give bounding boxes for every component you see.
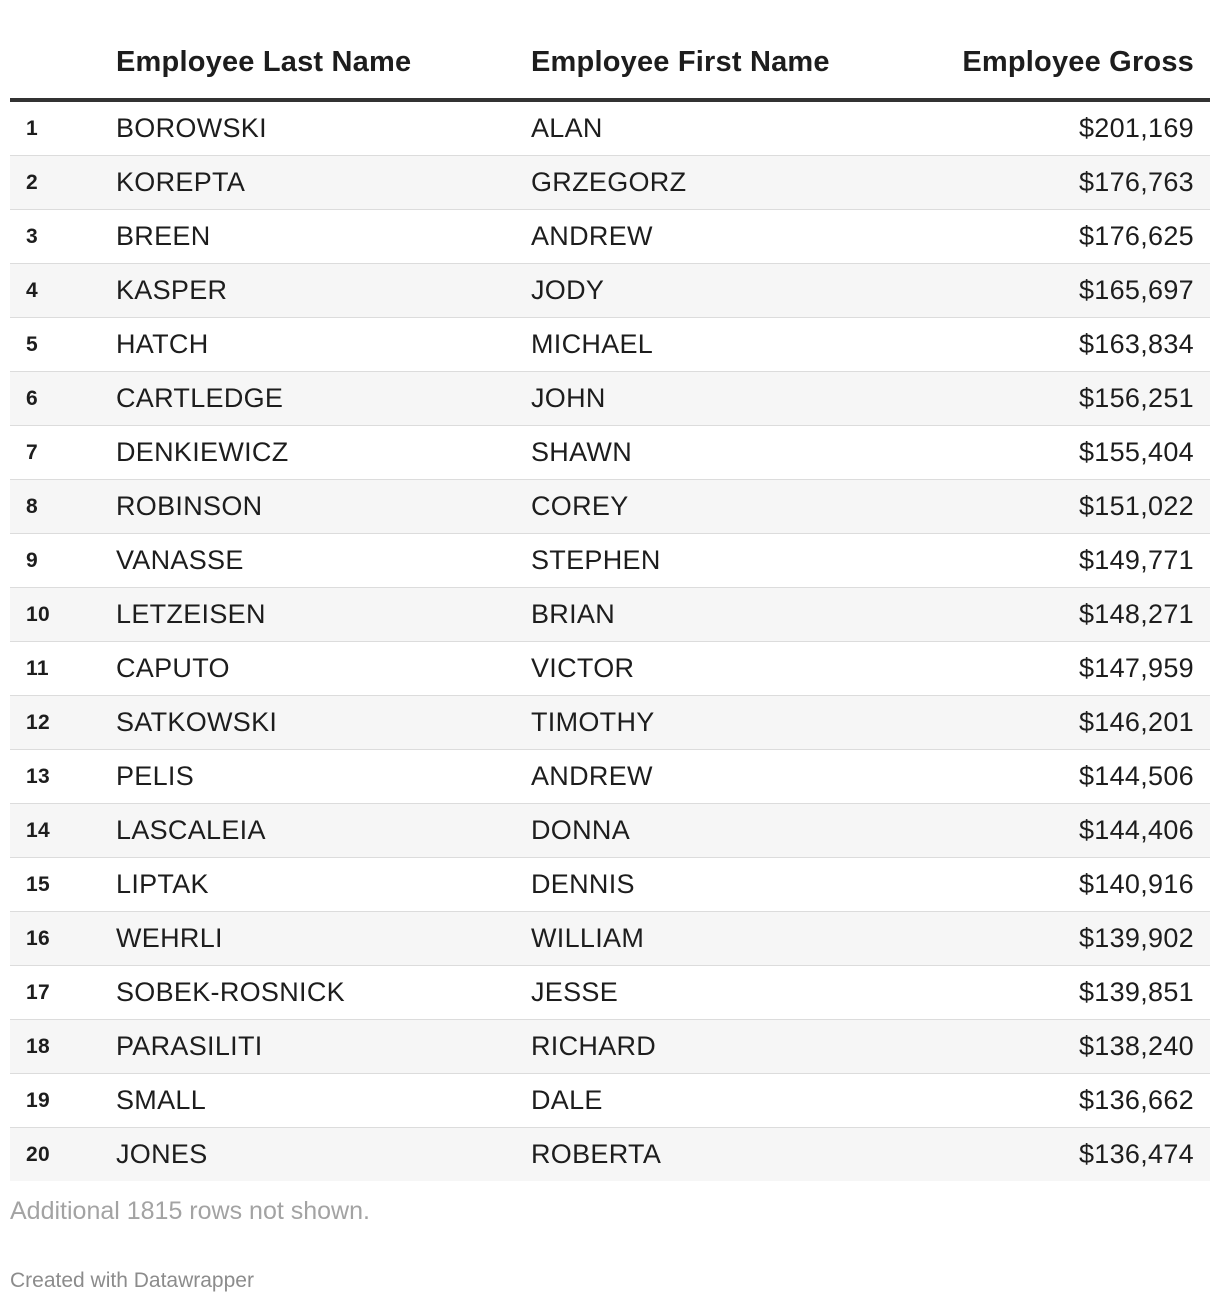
gross-cell: $155,404	[946, 426, 1210, 480]
table-row	[10, 1020, 1210, 1074]
rank-cell: 10	[10, 588, 116, 642]
table-row	[10, 750, 1210, 804]
header-employee-gross: Employee Gross	[946, 26, 1210, 100]
last-name-cell: CAPUTO	[116, 642, 531, 696]
rank-cell: 12	[10, 696, 116, 750]
gross-cell: $176,625	[946, 210, 1210, 264]
first-name-cell: JESSE	[531, 966, 946, 1020]
first-name-cell: STEPHEN	[531, 534, 946, 588]
rank-cell: 6	[10, 372, 116, 426]
gross-cell: $140,916	[946, 858, 1210, 912]
last-name-cell: KOREPTA	[116, 156, 531, 210]
gross-cell: $151,022	[946, 480, 1210, 534]
first-name-cell: DALE	[531, 1074, 946, 1128]
last-name-cell: BOROWSKI	[116, 100, 531, 156]
rank-cell: 9	[10, 534, 116, 588]
first-name-cell: DENNIS	[531, 858, 946, 912]
gross-cell: $139,902	[946, 912, 1210, 966]
datawrapper-credit: Created with Datawrapper	[10, 1269, 254, 1292]
rank-cell: 17	[10, 966, 116, 1020]
gross-cell: $156,251	[946, 372, 1210, 426]
first-name-cell: ANDREW	[531, 750, 946, 804]
table-row	[10, 966, 1210, 1020]
header-first-name: Employee First Name	[531, 26, 946, 100]
table-row	[10, 642, 1210, 696]
gross-cell: $144,506	[946, 750, 1210, 804]
gross-cell: $176,763	[946, 156, 1210, 210]
last-name-cell: SMALL	[116, 1074, 531, 1128]
last-name-cell: PARASILITI	[116, 1020, 531, 1074]
rank-cell: 16	[10, 912, 116, 966]
rank-cell: 7	[10, 426, 116, 480]
first-name-cell: GRZEGORZ	[531, 156, 946, 210]
rank-cell: 5	[10, 318, 116, 372]
table-row	[10, 100, 1210, 156]
last-name-cell: KASPER	[116, 264, 531, 318]
last-name-cell: SOBEK-ROSNICK	[116, 966, 531, 1020]
first-name-cell: ALAN	[531, 100, 946, 156]
rank-cell: 11	[10, 642, 116, 696]
table-row	[10, 534, 1210, 588]
first-name-cell: BRIAN	[531, 588, 946, 642]
first-name-cell: JOHN	[531, 372, 946, 426]
first-name-cell: MICHAEL	[531, 318, 946, 372]
gross-cell: $148,271	[946, 588, 1210, 642]
table-header	[10, 26, 1210, 100]
last-name-cell: BREEN	[116, 210, 531, 264]
gross-cell: $163,834	[946, 318, 1210, 372]
first-name-cell: ROBERTA	[531, 1128, 946, 1182]
first-name-cell: WILLIAM	[531, 912, 946, 966]
first-name-cell: COREY	[531, 480, 946, 534]
table-row	[10, 318, 1210, 372]
header-last-name: Employee Last Name	[116, 26, 531, 100]
table-row	[10, 588, 1210, 642]
gross-cell: $201,169	[946, 100, 1210, 156]
last-name-cell: CARTLEDGE	[116, 372, 531, 426]
last-name-cell: HATCH	[116, 318, 531, 372]
gross-cell: $136,662	[946, 1074, 1210, 1128]
gross-cell: $138,240	[946, 1020, 1210, 1074]
gross-cell: $139,851	[946, 966, 1210, 1020]
rank-cell: 13	[10, 750, 116, 804]
last-name-cell: ROBINSON	[116, 480, 531, 534]
rank-cell: 18	[10, 1020, 116, 1074]
salary-table	[10, 26, 1210, 1181]
first-name-cell: VICTOR	[531, 642, 946, 696]
rank-cell: 1	[10, 100, 116, 156]
first-name-cell: DONNA	[531, 804, 946, 858]
gross-cell: $149,771	[946, 534, 1210, 588]
gross-cell: $146,201	[946, 696, 1210, 750]
rank-cell: 2	[10, 156, 116, 210]
last-name-cell: LASCALEIA	[116, 804, 531, 858]
table-row	[10, 912, 1210, 966]
gross-cell: $136,474	[946, 1128, 1210, 1182]
table-notes: Additional 1815 rows not shown.	[10, 1197, 370, 1225]
rank-cell: 15	[10, 858, 116, 912]
rank-cell: 4	[10, 264, 116, 318]
first-name-cell: TIMOTHY	[531, 696, 946, 750]
table-row	[10, 372, 1210, 426]
table-row	[10, 480, 1210, 534]
last-name-cell: JONES	[116, 1128, 531, 1182]
gross-cell: $147,959	[946, 642, 1210, 696]
first-name-cell: RICHARD	[531, 1020, 946, 1074]
header-row	[10, 26, 1210, 100]
rank-cell: 20	[10, 1128, 116, 1182]
last-name-cell: PELIS	[116, 750, 531, 804]
last-name-cell: SATKOWSKI	[116, 696, 531, 750]
rank-cell: 19	[10, 1074, 116, 1128]
table-row	[10, 696, 1210, 750]
last-name-cell: VANASSE	[116, 534, 531, 588]
table-row	[10, 804, 1210, 858]
salary-table-container	[10, 26, 1210, 1181]
table-row	[10, 858, 1210, 912]
last-name-cell: LIPTAK	[116, 858, 531, 912]
first-name-cell: JODY	[531, 264, 946, 318]
table-row	[10, 210, 1210, 264]
table-row	[10, 264, 1210, 318]
last-name-cell: WEHRLI	[116, 912, 531, 966]
table-body	[10, 100, 1210, 1181]
table-row	[10, 426, 1210, 480]
rank-cell: 8	[10, 480, 116, 534]
last-name-cell: DENKIEWICZ	[116, 426, 531, 480]
first-name-cell: ANDREW	[531, 210, 946, 264]
table-row	[10, 156, 1210, 210]
gross-cell: $165,697	[946, 264, 1210, 318]
table-row	[10, 1128, 1210, 1182]
gross-cell: $144,406	[946, 804, 1210, 858]
table-row	[10, 1074, 1210, 1128]
rank-cell: 14	[10, 804, 116, 858]
rank-cell: 3	[10, 210, 116, 264]
first-name-cell: SHAWN	[531, 426, 946, 480]
last-name-cell: LETZEISEN	[116, 588, 531, 642]
header-rank	[10, 26, 116, 100]
